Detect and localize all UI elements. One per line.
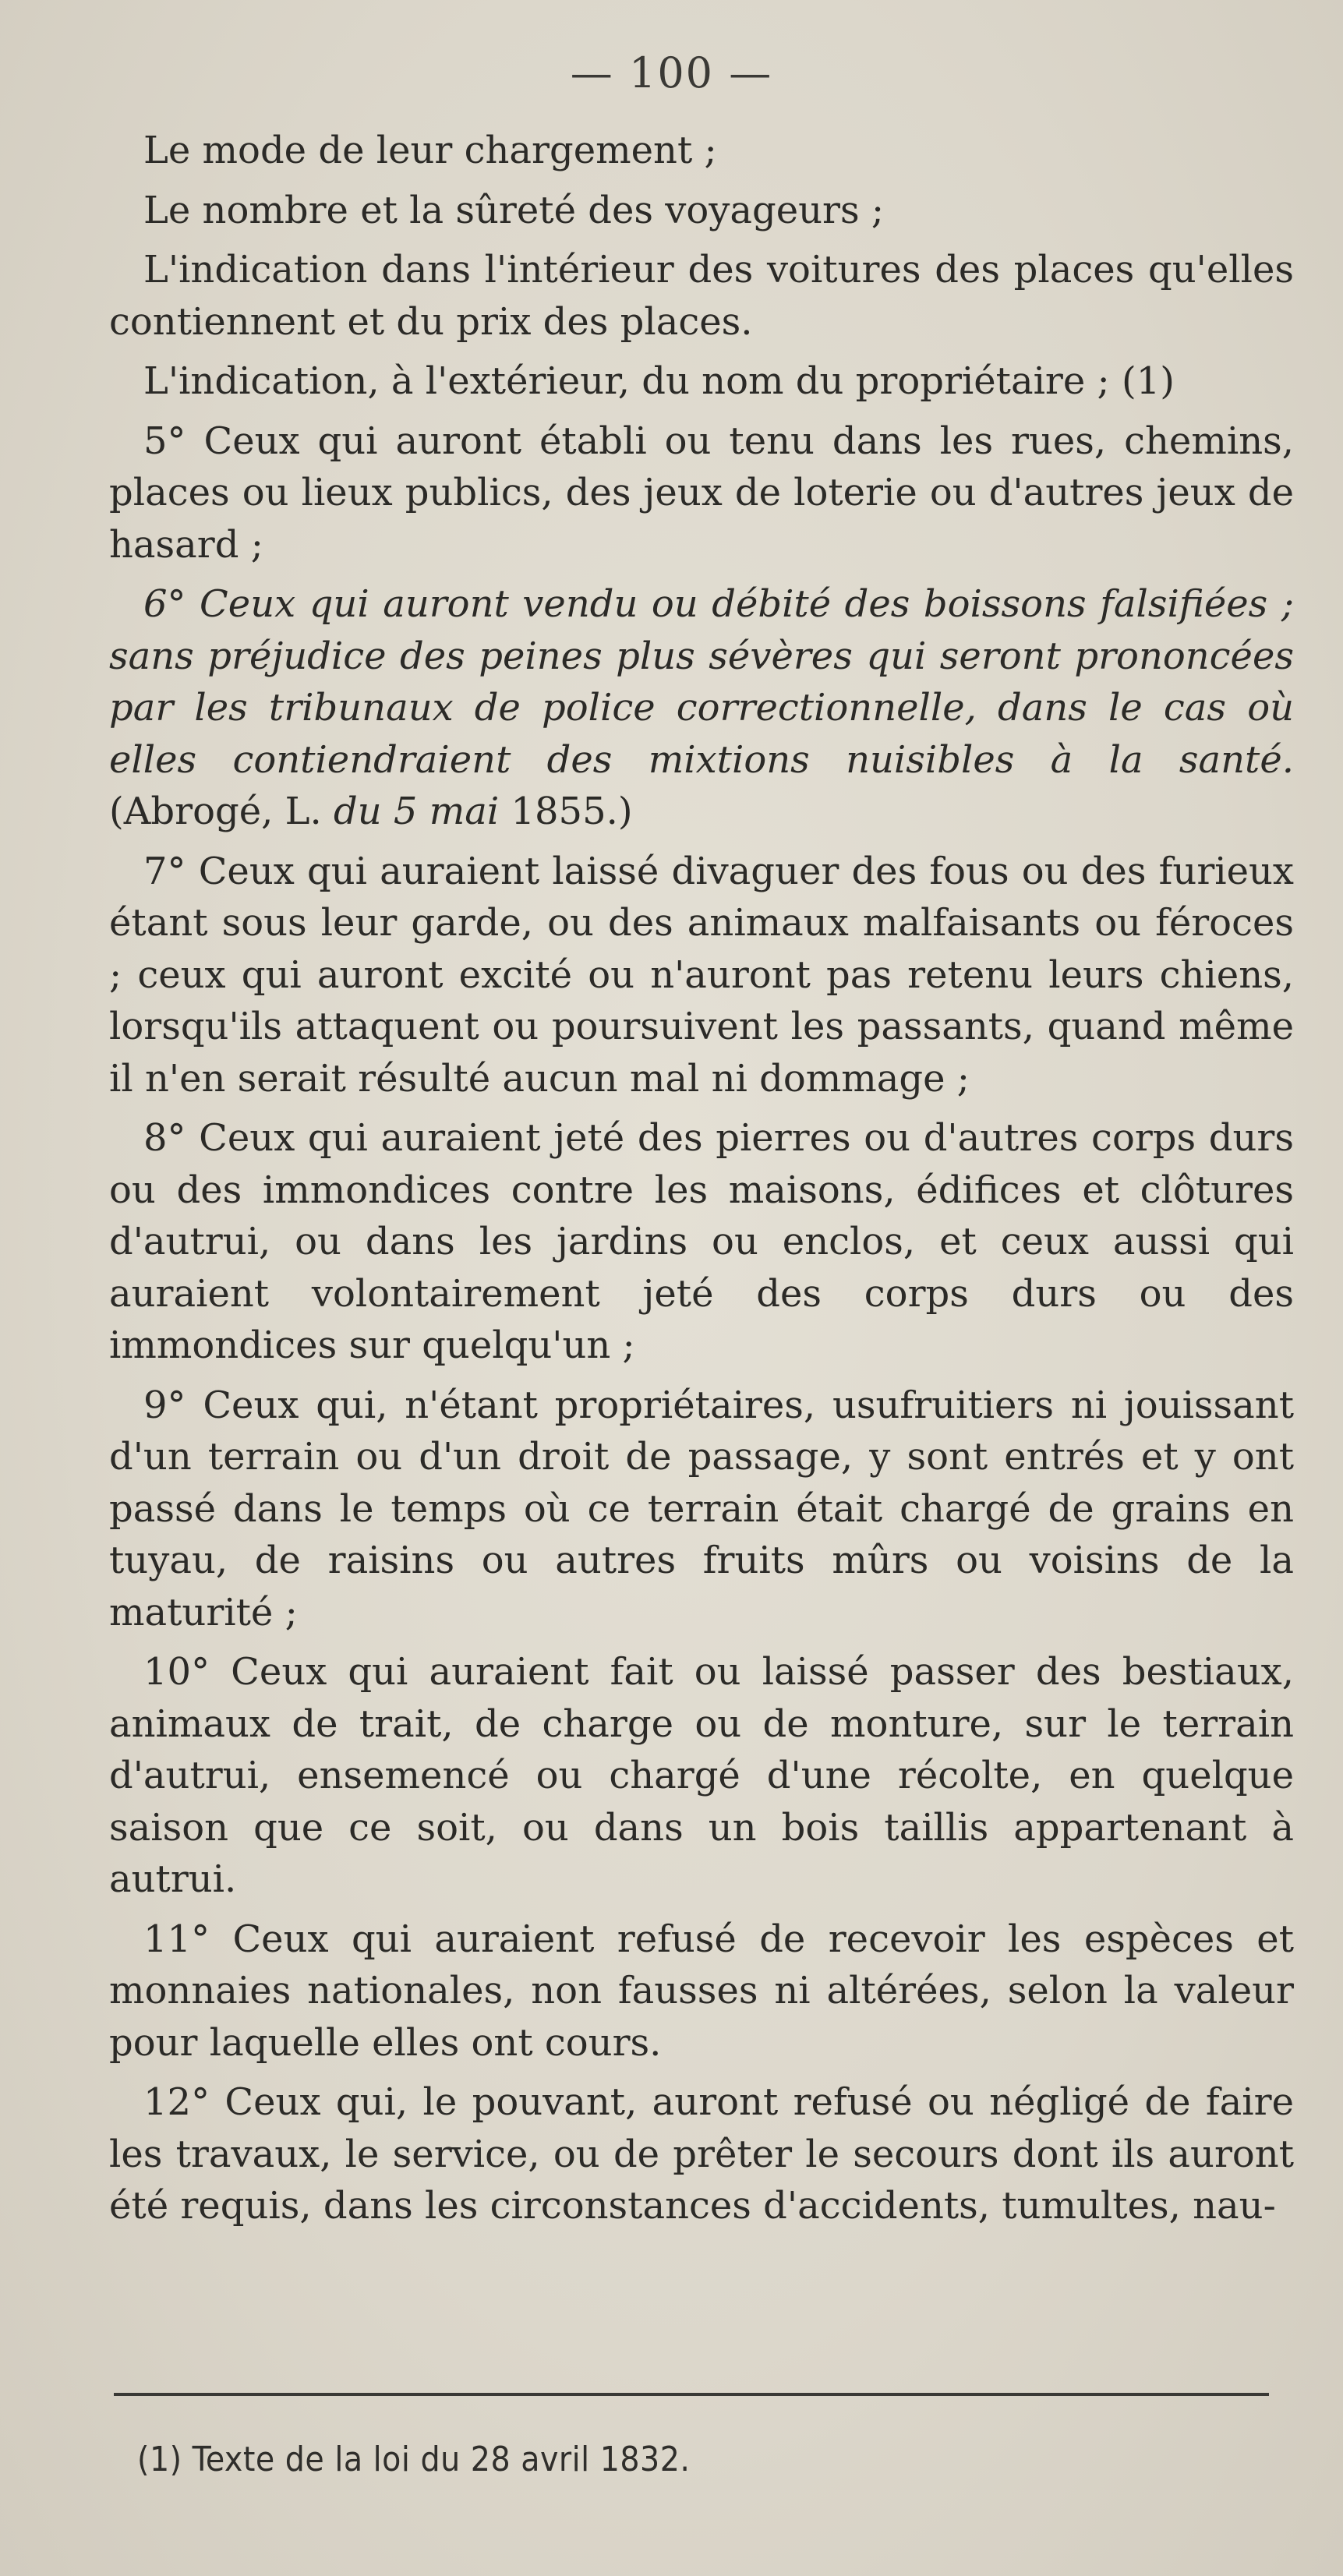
paragraph-item-9: 9° Ceux qui, n'étant propriétaires, usufruitiers ni jouissant d'un terrain ou d'un droit de passage, y sont entrés et y ont passé dans le temps où ce terrain était chargé de grains en tuyau, de raisins ou autres fruits mûrs ou voisins de la maturité ; [109,1383,1294,1634]
paragraph-item-11: 11° Ceux qui auraient refusé de recevoir les espèces et monnaies nationales, non fausses ni altérées, selon la valeur pour laquelle elles ont cours. [109,1917,1294,2065]
paragraph-indication-exterieur: L'indication, à l'extérieur, du nom du propriétaire ; (1) [143,359,1175,403]
page-number-header: — 100 — [570,48,773,97]
paragraph-nombre-voyageurs: Le nombre et la sûreté des voyageurs ; [143,188,885,232]
item-6-italic-text: 6° Ceux qui auront vendu ou débité des boissons falsifiées ; sans préjudice des peines plus sévères qui seront prononcées par les tribunaux de police correctionnelle, dans le cas où elles contiendraient des mixtions nuisibles à la santé. [109,582,1294,782]
paragraph-item-10: 10° Ceux qui auraient fait ou laissé passer des bestiaux, animaux de trait, de charge ou de monture, sur le terrain d'autrui, ensemencé ou chargé d'une récolte, en quelque saison que ce soit, ou dans un bois taillis appartenant à autrui. [109,1650,1294,1901]
paragraph-item-7: 7° Ceux qui auraient laissé divaguer des fous ou des furieux étant sous leur garde, ou des animaux malfaisants ou féroces ; ceux qui auront excité ou n'auront pas retenu leurs chiens, lorsqu'ils attaquent ou poursuivent les passants, quand même il n'en serait résulté aucun mal ni dommage ; [109,849,1294,1101]
body-text [109,125,1294,2240]
paragraph-item-8: 8° Ceux qui auraient jeté des pierres ou d'autres corps durs ou des immondices contre les maisons, édifices et clôtures d'autrui, ou dans les jardins ou enclos, et ceux aussi qui auraient volontairement jeté des corps durs ou des immondices sur quelqu'un ; [109,1116,1294,1367]
item-6-year-text: 1855.) [499,790,633,833]
item-6-abroge-text: (Abrogé, L. [109,790,334,833]
footnote-divider [114,2393,1269,2396]
footnote: (1) Texte de la loi du 28 avril 1832. [137,2440,691,2479]
paragraph-mode-chargement: Le mode de leur chargement ; [143,129,717,172]
paragraph-item-5: 5° Ceux qui auront établi ou tenu dans les rues, chemins, places ou lieux publics, des jeux de loterie ou d'autres jeux de hasard ; [109,419,1294,567]
paragraph-item-6 [109,578,1294,838]
paragraph-item-12: 12° Ceux qui, le pouvant, auront refusé ou négligé de faire les travaux, le service, ou de prêter le secours dont ils auront été requis, dans les circonstances d'accidents, tumultes, nau- [109,2080,1294,2228]
item-6-date-italic: du 5 mai [334,790,500,833]
paragraph-indication-interieur: L'indication dans l'intérieur des voitures des places qu'elles contiennent et du prix des places. [109,248,1294,344]
